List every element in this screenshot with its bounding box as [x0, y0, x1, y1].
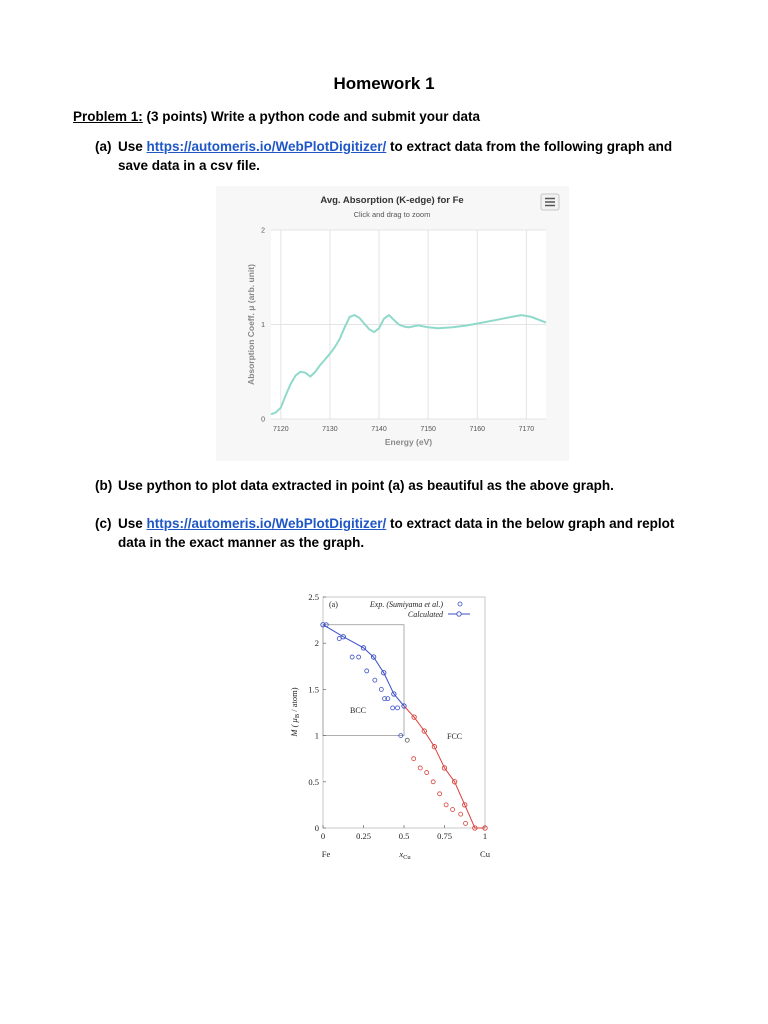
chart2-panel-label: (a): [329, 600, 338, 609]
bcc-label: BCC: [350, 706, 367, 715]
item-c-label: (c): [95, 516, 112, 531]
legend-exp-marker: [458, 602, 462, 606]
chart2-xlabel: $x_{Cu}$: [399, 849, 411, 861]
exp-point: [464, 821, 468, 825]
chart2-xtick-label: 0.25: [356, 831, 371, 841]
chart1-ytick-label: 1: [261, 322, 265, 329]
item-b: [95, 476, 614, 495]
item-c: [95, 514, 674, 552]
webplotdigitizer-link-c[interactable]: https://automeris.io/WebPlotDigitizer/: [146, 516, 387, 531]
chart1-xtick-label: 7150: [420, 426, 436, 433]
exp-point: [444, 803, 448, 807]
hamburger-menu-icon[interactable]: [541, 194, 559, 210]
exp-point: [379, 687, 383, 691]
chart1-ylabel: Absorption Coeff. μ (arb. unit): [246, 264, 256, 385]
chart2-ytick-label: 1: [314, 730, 319, 741]
chart2-inset-box: [323, 625, 404, 736]
problem-heading: [73, 109, 480, 124]
item-b-label: (b): [95, 478, 113, 493]
exp-point: [425, 771, 429, 775]
chart1-xtick-label: 7130: [322, 426, 338, 433]
chart2-ytick-label: 1.5: [308, 684, 319, 695]
exp-point: [418, 766, 422, 770]
exp-point: [365, 669, 369, 673]
chart2-ytick-label: 0.5: [308, 776, 319, 787]
chart1-ytick-label: 0: [261, 416, 265, 424]
magnetization-chart-svg: [288, 587, 498, 867]
item-c-pre: Use: [118, 516, 147, 531]
item-a-pre: Use: [118, 139, 147, 154]
item-b-text: Use python to plot data extracted in point (a) as beautiful as the above graph.: [118, 478, 614, 493]
chart2-ytick-label: 2.5: [308, 592, 319, 602]
magnetization-chart: [288, 587, 498, 867]
item-a-label: (a): [95, 139, 112, 154]
item-a: [95, 137, 672, 175]
exp-point: [396, 706, 400, 710]
page-title: Homework 1: [333, 74, 435, 93]
chart2-ytick-label: 0: [314, 823, 319, 833]
exp-point: [405, 738, 409, 742]
chart2-legend-exp: Exp. (Sumiyama et al.): [369, 600, 443, 609]
exp-point: [373, 678, 377, 682]
item-a-post: to extract data from the following graph and: [386, 139, 673, 154]
exp-point: [438, 792, 442, 796]
chart2-legend-calc: Calculated: [407, 610, 443, 619]
fcc-label: FCC: [447, 732, 463, 741]
chart1-xtick-label: 7140: [371, 426, 387, 433]
exp-point: [412, 757, 416, 761]
exp-point: [431, 780, 435, 784]
legend-calc-marker: [457, 612, 461, 616]
webplotdigitizer-link-a[interactable]: https://automeris.io/WebPlotDigitizer/: [146, 139, 387, 154]
exp-point: [459, 812, 463, 816]
item-a-line2: save data in a csv file.: [118, 158, 260, 173]
chart1-xtick-label: 7160: [469, 426, 486, 433]
chart1-xtick-label: 7170: [518, 426, 535, 433]
chart2-frame: [323, 597, 485, 828]
exp-point: [451, 808, 455, 812]
item-c-post: to extract data in the below graph and replot: [386, 516, 675, 531]
chart2-xtick-label: 0: [320, 831, 326, 841]
chart2-xtick-label: 0.75: [437, 831, 452, 841]
exp-point: [357, 655, 361, 659]
chart2-ylabel: M ( $\mu_B$ / atom): [289, 687, 301, 737]
exp-point: [350, 655, 354, 659]
chart1-xtick-label: 7120: [273, 426, 289, 433]
chart2-ytick-label: 2: [314, 638, 319, 649]
absorption-chart: [216, 186, 569, 461]
item-c-line2: data in the exact manner as the graph.: [118, 535, 365, 550]
chart1-subtitle: Click and drag to zoom: [353, 210, 431, 219]
chart1-ytick-label: 2: [261, 227, 265, 235]
chart2-xtick-label: 0.5: [398, 831, 410, 841]
problem-text: (3 points) Write a python code and submit your data: [142, 109, 481, 124]
calc-line-fcc: [404, 706, 485, 828]
exp-point: [337, 637, 341, 641]
exp-point: [391, 706, 395, 710]
chart2-ticks: [308, 592, 487, 841]
chart2-xtick-label: 1: [482, 831, 488, 841]
fe-label: Fe: [321, 849, 331, 859]
absorption-chart-svg: [216, 186, 569, 461]
chart2-legend-marks: [448, 602, 470, 616]
chart1-xlabel: Energy (eV): [384, 437, 433, 447]
chart1-title: Avg. Absorption (K-edge) for Fe: [320, 195, 464, 206]
cu-label: Cu: [480, 849, 490, 859]
problem-label: Problem 1:: [73, 109, 143, 124]
